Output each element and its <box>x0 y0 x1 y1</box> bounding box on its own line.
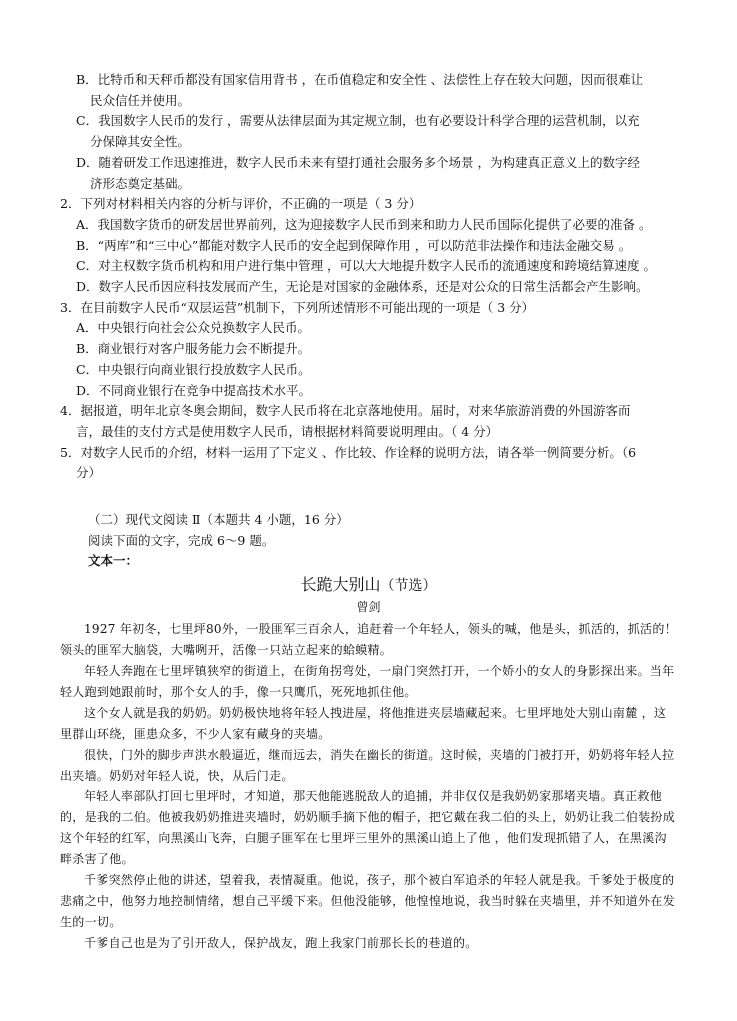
q2-option-b: B．“两库”和“三中心”都能对数字人民币的安全起到保障作用 ，可以防范非法操作和违法金融交易 。 <box>76 237 632 253</box>
article-paragraph: 年轻人率部队打回七里坪时，才知道，那天他能逃脱敌人的追捕，并非仅仅是我奶奶家那堵夹墙。真正救他的，是我的二伯。他被我奶奶推进夹墙时，奶奶顺手摘下他的帽子，把它戴在我二伯的头上，奶奶让我二伯装扮成这个年轻的红军，向黑溪山飞奔，白腿子匪军在七里坪三里外的黑溪山追上了他 ，他们发现抓错了人，在黑溪沟畔杀害了他。 <box>60 789 676 867</box>
q2-option-a: A．我国数字货币的研发居世界前列，这为迎接数字人民币到来和助力人民币国际化提供了必要的准备 。 <box>76 216 652 232</box>
section-spacer <box>60 484 677 510</box>
article-author: 曾剑 <box>356 600 381 615</box>
q3-option-c: C．中央银行向商业银行投放数字人民币。 <box>76 361 311 377</box>
q4-line2: 言，最佳的支付方式是使用数字人民币，请根据材料简要说明理由。（ 4 分） <box>76 423 499 439</box>
article-paragraph: 很快，门外的脚步声洪水般逼近，继而远去，消失在幽长的街道。这时候，夹墙的门被打开，奶奶将年轻人拉出夹墙。奶奶对年轻人说，快，从后门走。 <box>60 747 675 783</box>
q3-option-d: D．不同商业银行在竞争中提高技术水平。 <box>76 382 312 398</box>
q1-option-b-line2: 民众信任并使用。 <box>90 92 191 108</box>
q1-option-c-line2: 分保障其安全性。 <box>90 134 191 150</box>
q2-option-d: D．数字人民币因应科技发展而产生，无论是对国家的金融体系，还是对公众的日常生活都会产生影响。 <box>76 279 649 295</box>
q1-option-b-line1: B．比特币和天秤币都没有国家信用背书 ，在币值稳定和安全性 、法偿性上存在较大问题，因而很难让 <box>76 72 644 87</box>
text-one-label: 文本一： <box>88 553 139 569</box>
article-paragraph: 这个女人就是我的奶奶。奶奶极快地将年轻人拽进屋，将他推进夹层墙藏起来。七里坪地处大别山南麓 ，这里群山环绕，匪患众多，不少人家有藏身的夹墙。 <box>60 705 667 741</box>
q3-option-b: B．商业银行对客户服务能力会不断提升。 <box>76 341 311 357</box>
article-paragraph: 年轻人奔跑在七里坪镇狭窄的街道上，在街角拐弯处，一扇门突然打开，一个娇小的女人的身影探出来。当年轻人跑到她跟前时，那个女人的手，像一只鹰爪，死死地抓住他。 <box>60 663 675 699</box>
q5-line1: 5．对数字人民币的介绍，材料一运用了下定义 、作比较、作诠释的说明方法，请各举一例简要分析。（6 <box>60 444 637 460</box>
q1-option-d-line2: 济形态奠定基础。 <box>90 175 191 191</box>
q3-stem: 3．在目前数字人民币“双层运营”机制下，下列所述情形不可能出现的一项是（ 3 分） <box>60 299 535 315</box>
q5-line2: 分） <box>76 465 102 481</box>
section-instruction: 阅读下面的文字，完成 6～9 题。 <box>88 532 275 548</box>
article-title-main: 长跪大别山 <box>300 575 381 595</box>
q3-option-a: A．中央银行向社会公众兑换数字人民币。 <box>76 320 311 336</box>
q1-option-c-line1: C．我国数字人民币的发行 ，需要从法律层面为其定规立制，也有必要设计科学合理的运营机制，以充 <box>76 113 640 129</box>
section-title: （二）现代文阅读 Ⅱ（本题共 4 小题，16 分） <box>88 512 349 528</box>
q1-option-d-line1: D．随着研发工作迅速推进，数字人民币未来有望打通社会服务多个场景 ，为构建真正意义上的数字经 <box>76 154 640 170</box>
q2-stem: 2．下列对材料相关内容的分析与评价，不正确的一项是（ 3 分） <box>60 196 422 212</box>
article-paragraph: 千爹自己也是为了引开敌人，保护战友，跑上我家门前那长长的巷道的。 <box>84 935 478 950</box>
article-paragraph: 千爹突然停止他的讲述，望着我，表情凝重。他说，孩子，那个被白军追杀的年轻人就是我。千爹处于极度的悲痛之中，他努力地控制情绪，想自己平缓下来。但他没能够，他惶惶地说，我当时躲在夹墙里，并不知道外在发生的一切。 <box>60 873 676 929</box>
article-paragraph: 1927 年初冬，七里坪80外，一股匪军三百余人，追赶着一个年轻人，领头的喊，他是头，抓活的，抓活的！领头的匪军大脑袋，大嘴咧开，活像一只站立起来的蛤蟆精。 <box>60 622 677 658</box>
q2-option-c: C．对主权数字货币机构和用户进行集中管理 ，可以大大地提升数字人民币的流通速度和跨境结算速度 。 <box>76 258 657 274</box>
q4-line1: 4．据报道，明年北京冬奥会期间，数字人民币将在北京落地使用。届时，对来华旅游消费的外国游客而 <box>60 403 631 419</box>
article-title <box>60 574 677 597</box>
article-title-sub: （节选） <box>380 578 437 595</box>
